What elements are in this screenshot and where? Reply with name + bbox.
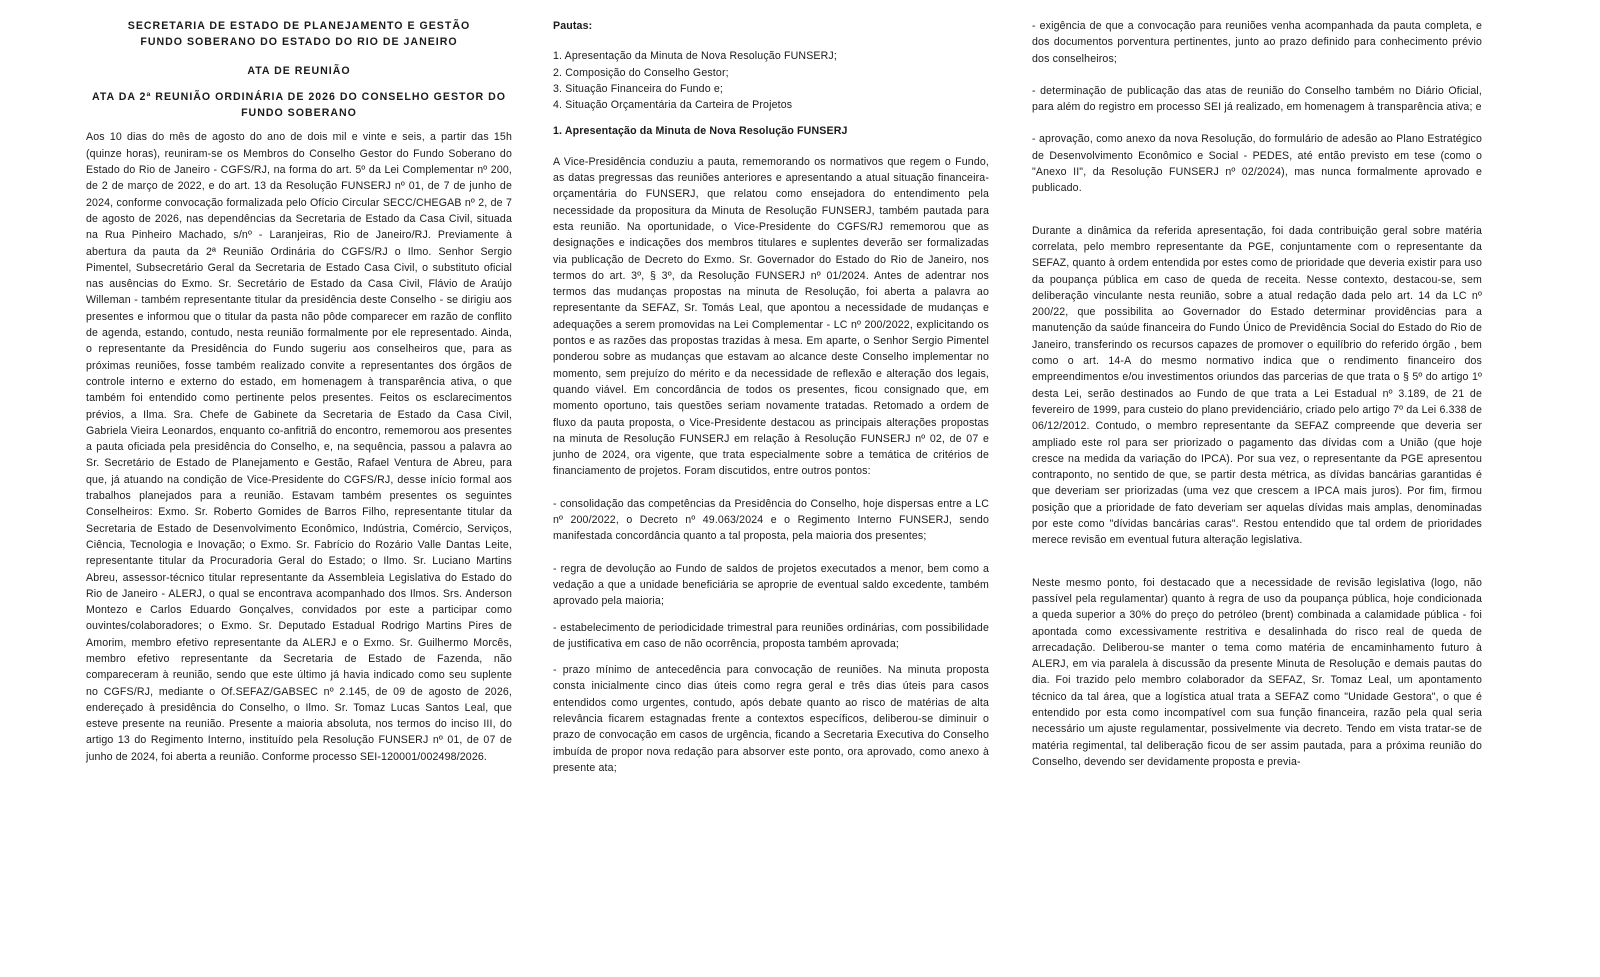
header-fundo: FUNDO SOBERANO DO ESTADO DO RIO DE JANEIRO: [140, 36, 458, 49]
pautas-label: Pautas:: [553, 20, 593, 32]
bullet-item: - regra de devolução ao Fundo de saldos de projetos executados a menor, bem como a vedação a que a unidade beneficiária se aproprie de eventual saldo excedente, também aprovado pela maioria;: [553, 562, 989, 608]
bullet-item: - consolidação das competências da Presidência do Conselho, hoje dispersas entre a LC nº 200/2022, o Decreto nº 49.063/2024 e o Regimento Interno FUNSERJ, sendo manifestada concordância quanto a tal proposta, pela maioria dos presentes;: [553, 497, 989, 543]
pauta-item: 1. Apresentação da Minuta de Nova Resolução FUNSERJ;: [553, 50, 837, 63]
column-left: [86, 18, 512, 765]
section-paragraph: A Vice-Presidência conduziu a pauta, rememorando os normativos que regem o Fundo, as datas pregressas das reuniões anteriores e apresentando a atual situação financeira-orçamentária do FUNSERJ, que relatou como ensejadora do entendimento pela necessidade da propositura da Minuta de Resolução FUNSERJ, também pautada para esta reunião. Na oportunidade, o Vice-Presidente do CGFS/RJ rememorou que as designações e indicações dos membros titulares e suplentes deverão ser formalizadas via publicação de Decreto do Exmo. Sr. Governador do Estado do Rio de Janeiro, nos termos do art. 3º, § 3º, da Resolução FUNSERJ nº 01/2024. Antes de adentrar nos termos das mudanças propostas na minuta de Resolução, foi aberta a palavra ao representante da SEFAZ, Sr. Tomás Leal, que apontou a necessidade de mudanças e adequações a serem promovidas na Lei Complementar - LC nº 200/2022, explicitando os pontos e as razões das propostas trazidas à mesa. Em aparte, o Senhor Sergio Pimentel ponderou sobre as mudanças que estavam ao alcance deste Conselho implementar no momento, sem prejuízo do mérito e da necessidade de reflexão e alteração dos legais, quando viável. Em concordância de todos os presentes, ficou consignado que, em momento oportuno, tais questões seriam novamente tratadas. Retomado a ordem de fluxo da pauta proposta, o Vice-Presidente destacou as principais alterações propostas na minuta de Resolução FUNSERJ em relação à Resolução FUNSERJ nº 02, de 07 e junho de 2024, ora vigente, que trata especialmente sobre a temática de critérios de financiamento de projetos. Foram discutidos, entre outros pontos:: [553, 155, 989, 478]
bullet-item: - aprovação, como anexo da nova Resolução, do formulário de adesão ao Plano Estratégico de Desenvolvimento Econômico e Social - PEDES, até então previsto em tese (como o "Anexo II", da Resolução FUNSERJ nº 02/2024), mas nunca formalmente aprovado e publicado.: [1032, 133, 1482, 195]
bullet-item: - estabelecimento de periodicidade trimestral para reuniões ordinárias, com possibilidade de justificativa em caso de não ocorrência, proposta também aprovada;: [553, 621, 989, 650]
discussion-paragraph: Neste mesmo ponto, foi destacado que a necessidade de revisão legislativa (logo, não passível pela regulamentar) quanto à regra de uso da poupança pública, hoje condicionada a queda superior a 30% do preço do petróleo (brent) combinada a calamidade pública - foi apontada como excessivamente restritiva e desalinhada do risco real de queda de arrecadação. Deliberou-se manter o tema como matéria de encaminhamento futuro à ALERJ, em via paralela à discussão da presente Minuta de Resolução e demais pautas do dia. Foi trazido pelo membro colaborador da SEFAZ, Sr. Tomaz Leal, um apontamento técnico da tal área, que a logística atual trata a SEFAZ como "Unidade Gestora", o que é entendido por esta como incompatível com sua função financeira, razão pela qual seria necessário um ajuste regulamentar, possivelmente via decreto. Tendo em vista tratar-se de matéria regimental, tal deliberação ficou de ser assim pautada, para a próxima reunião do Conselho, devendo ser devidamente proposta e previa-: [1032, 576, 1482, 768]
document-header: [86, 18, 512, 51]
bullet-item: - determinação de publicação das atas de reunião do Conselho também no Diário Oficial, para além do registro em processo SEI já realizado, em homenagem à transparência ativa; e: [1032, 84, 1482, 114]
pauta-item: 2. Composição do Conselho Gestor;: [553, 66, 729, 79]
opening-paragraph: Aos 10 dias do mês de agosto do ano de dois mil e vinte e seis, a partir das 15h (quinze horas), reuniram-se os Membros do Conselho Gestor do Fundo Soberano do Estado do Rio de Janeiro - CGFS/RJ, na forma do art. 5º da Lei Complementar nº 200, de 2 de março de 2022, e do art. 13 da Resolução FUNSERJ nº 01, de 7 de junho de 2024, conforme convocação formalizada pelo Ofício Circular SECC/CHEGAB nº 2, de 7 de agosto de 2026, nas dependências da Secretaria de Estado da Casa Civil, situada na Rua Pinheiro Machado, s/nº - Laranjeiras, Rio de Janeiro/RJ. Previamente à abertura da pauta da 2ª Reunião Ordinária do CGFS/RJ o Ilmo. Senhor Sergio Pimentel, Subsecretário Geral da Secretaria de Estado Casa Civil, o substituto oficial nas ausências do Exmo. Sr. Secretário de Estado da Casa Civil, Flávio de Araújo Willeman - também representante titular da presidência deste Conselho - se dirigiu aos presentes e informou que o titular da pasta não pôde comparecer em razão de conflito de agenda, estando, contudo, nesta reunião formalmente por ele representado. Ainda, o representante da Presidência do Fundo sugeriu aos conselheiros que, para as próximas reuniões, fosse também realizado convite a representantes dos órgãos de controle interno e externo do estado, em homenagem à transparência ativa, o que também foi entendido como pertinente pelos presentes. Feitos os esclarecimentos prévios, a Ilma. Sra. Chefe de Gabinete da Secretaria de Estado da Casa Civil, Gabriela Vieira Leonardos, enquanto co-anfitriã do encontro, rememorou aos presentes a pauta oficiada pela presidência do Conselho, e, na sequência, passou a palavra ao Sr. Secretário de Estado de Planejamento e Gestão, Rafael Ventura de Abreu, para que, já atuando na condição de Vice-Presidente do CGFS/RJ, desse início formal aos trabalhos planejados para a reunião. Estavam também presentes os seguintes Conselheiros: Exmo. Sr. Roberto Gomides de Barros Filho, representante titular da Secretaria de Estado de Desenvolvimento Econômico, Indústria, Comércio, Serviços, Ciência, Tecnologia e Inovação; o Exmo. Sr. Fabrício do Rozário Valle Dantas Leite, representante titular da Procuradoria Geral do Estado; o Ilmo. Sr. Luciano Martins Abreu, assessor-técnico titular representante da Assembleia Legislativa do Estado do Rio de Janeiro - ALERJ, o qual se encontrava acompanhado dos Ilmos. Srs. Anderson Montezo e Carlos Eduardo Gonçalves, convidados por este a participar como ouvintes/colaboradores; o Exmo. Sr. Deputado Estadual Rodrigo Martins Pires de Amorim, membro efetivo representante da ALERJ e o Exmo. Sr. Guilhermo Morcês, membro efetivo representante da Secretaria de Estado de Fazenda, não compareceram à reunião, sendo que este último já havia indicado como seu suplente no CGFS/RJ, mediante o Of.SEFAZ/GABSEC nº 2.145, de 09 de agosto de 2026, endereçado à presidência do Conselho, o Ilmo. Sr. Tomaz Lucas Santos Leal, que esteve presente na reunião. Presente a maioria absoluta, nos termos do inciso III, do artigo 13 do Regimento Interno, instituído pela Resolução FUNSERJ nº 01, de 07 de junho de 2024, foi aberta a reunião. Conforme processo SEI-120001/002498/2026.: [86, 131, 512, 763]
column-right: [1032, 18, 1482, 770]
section-title: 1. Apresentação da Minuta de Nova Resolução FUNSERJ: [553, 125, 848, 138]
pauta-item: 3. Situação Financeira do Fundo e;: [553, 82, 723, 95]
discussion-paragraph: Durante a dinâmica da referida apresentação, foi dada contribuição geral sobre matéria correlata, pelo membro representante da PGE, conjuntamente com o representante da SEFAZ, quanto à ordem entendida por estes como de prioridade que deveria existir para uso da poupança pública em caso de queda de receita. Nesse contexto, destacou-se, sem deliberação vinculante nesta reunião, sobre a atual redação dada pelo art. 14 da LC nº 200/22, que possibilita ao Governador do Estado determinar providências para a manutenção da saúde financeira do Fundo Único de Previdência Social do Estado do Rio de Janeiro, transferindo os recursos capazes de promover o equilíbrio do referido órgão , bem como o art. 14-A do mesmo normativo indica que o rendimento financeiro dos empreendimentos e/ou investimentos oriundos das parcerias de que trata o § 5º do artigo 1º desta Lei, serão destinados ao Fundo de que trata a Lei Estadual nº 3.189, de 21 de fevereiro de 1999, para custeio do plano previdenciário, criado pelo artigo 7º da Lei 6.338 de 06/12/2012. Contudo, o membro representante da SEFAZ compreende que deveria ser ampliado este rol para ser priorizado o pagamento das dívidas com a União (que hoje cresce na medida da variação do IPCA). Por sua vez, o representante da PGE apresentou contraponto, no sentido de que, se partir desta métrica, as dívidas bancárias garantidas é que deveriam ser priorizadas (uma vez que crescem a IPCA mais juros). Por fim, firmou posição que a prioridade de fato deveriam ser aquelas dívidas mais amplas, denominadas por este como "dívidas bancárias caras". Restou entendido que tal ordem de prioridades merece revisão em eventual futura alteração legislativa.: [1032, 224, 1482, 547]
ata-title: ATA DA 2ª REUNIÃO ORDINÁRIA DE 2026 DO CONSELHO GESTOR DO FUNDO SOBERANO: [91, 90, 507, 120]
bullet-item: - prazo mínimo de antecedência para convocação de reuniões. Na minuta proposta consta inicialmente cinco dias úteis como regra geral e três dias úteis para casos entendidos como urgentes, contudo, após debate quanto ao risco de matérias de alta relevância ficarem estagnadas frente a contextos específicos, deliberou-se diminuir o prazo de convocação em casos de urgência, ficando a Secretaria Executiva do Conselho imbuída de propor nova redação para absorver este ponto, ora aprovado, como anexo à presente ata;: [553, 664, 989, 774]
column-middle: [553, 18, 989, 776]
ata-label: ATA DE REUNIÃO: [247, 64, 351, 77]
pauta-item: 4. Situação Orçamentária da Carteira de Projetos: [553, 99, 793, 112]
header-secretaria: SECRETARIA DE ESTADO DE PLANEJAMENTO E GESTÃO: [127, 20, 471, 32]
bullet-item: - exigência de que a convocação para reuniões venha acompanhada da pauta completa, e dos documentos porventura pertinentes, junto ao prazo definido para conhecimento prévio dos conselheiros;: [1032, 20, 1482, 65]
pautas-list: [553, 48, 989, 113]
